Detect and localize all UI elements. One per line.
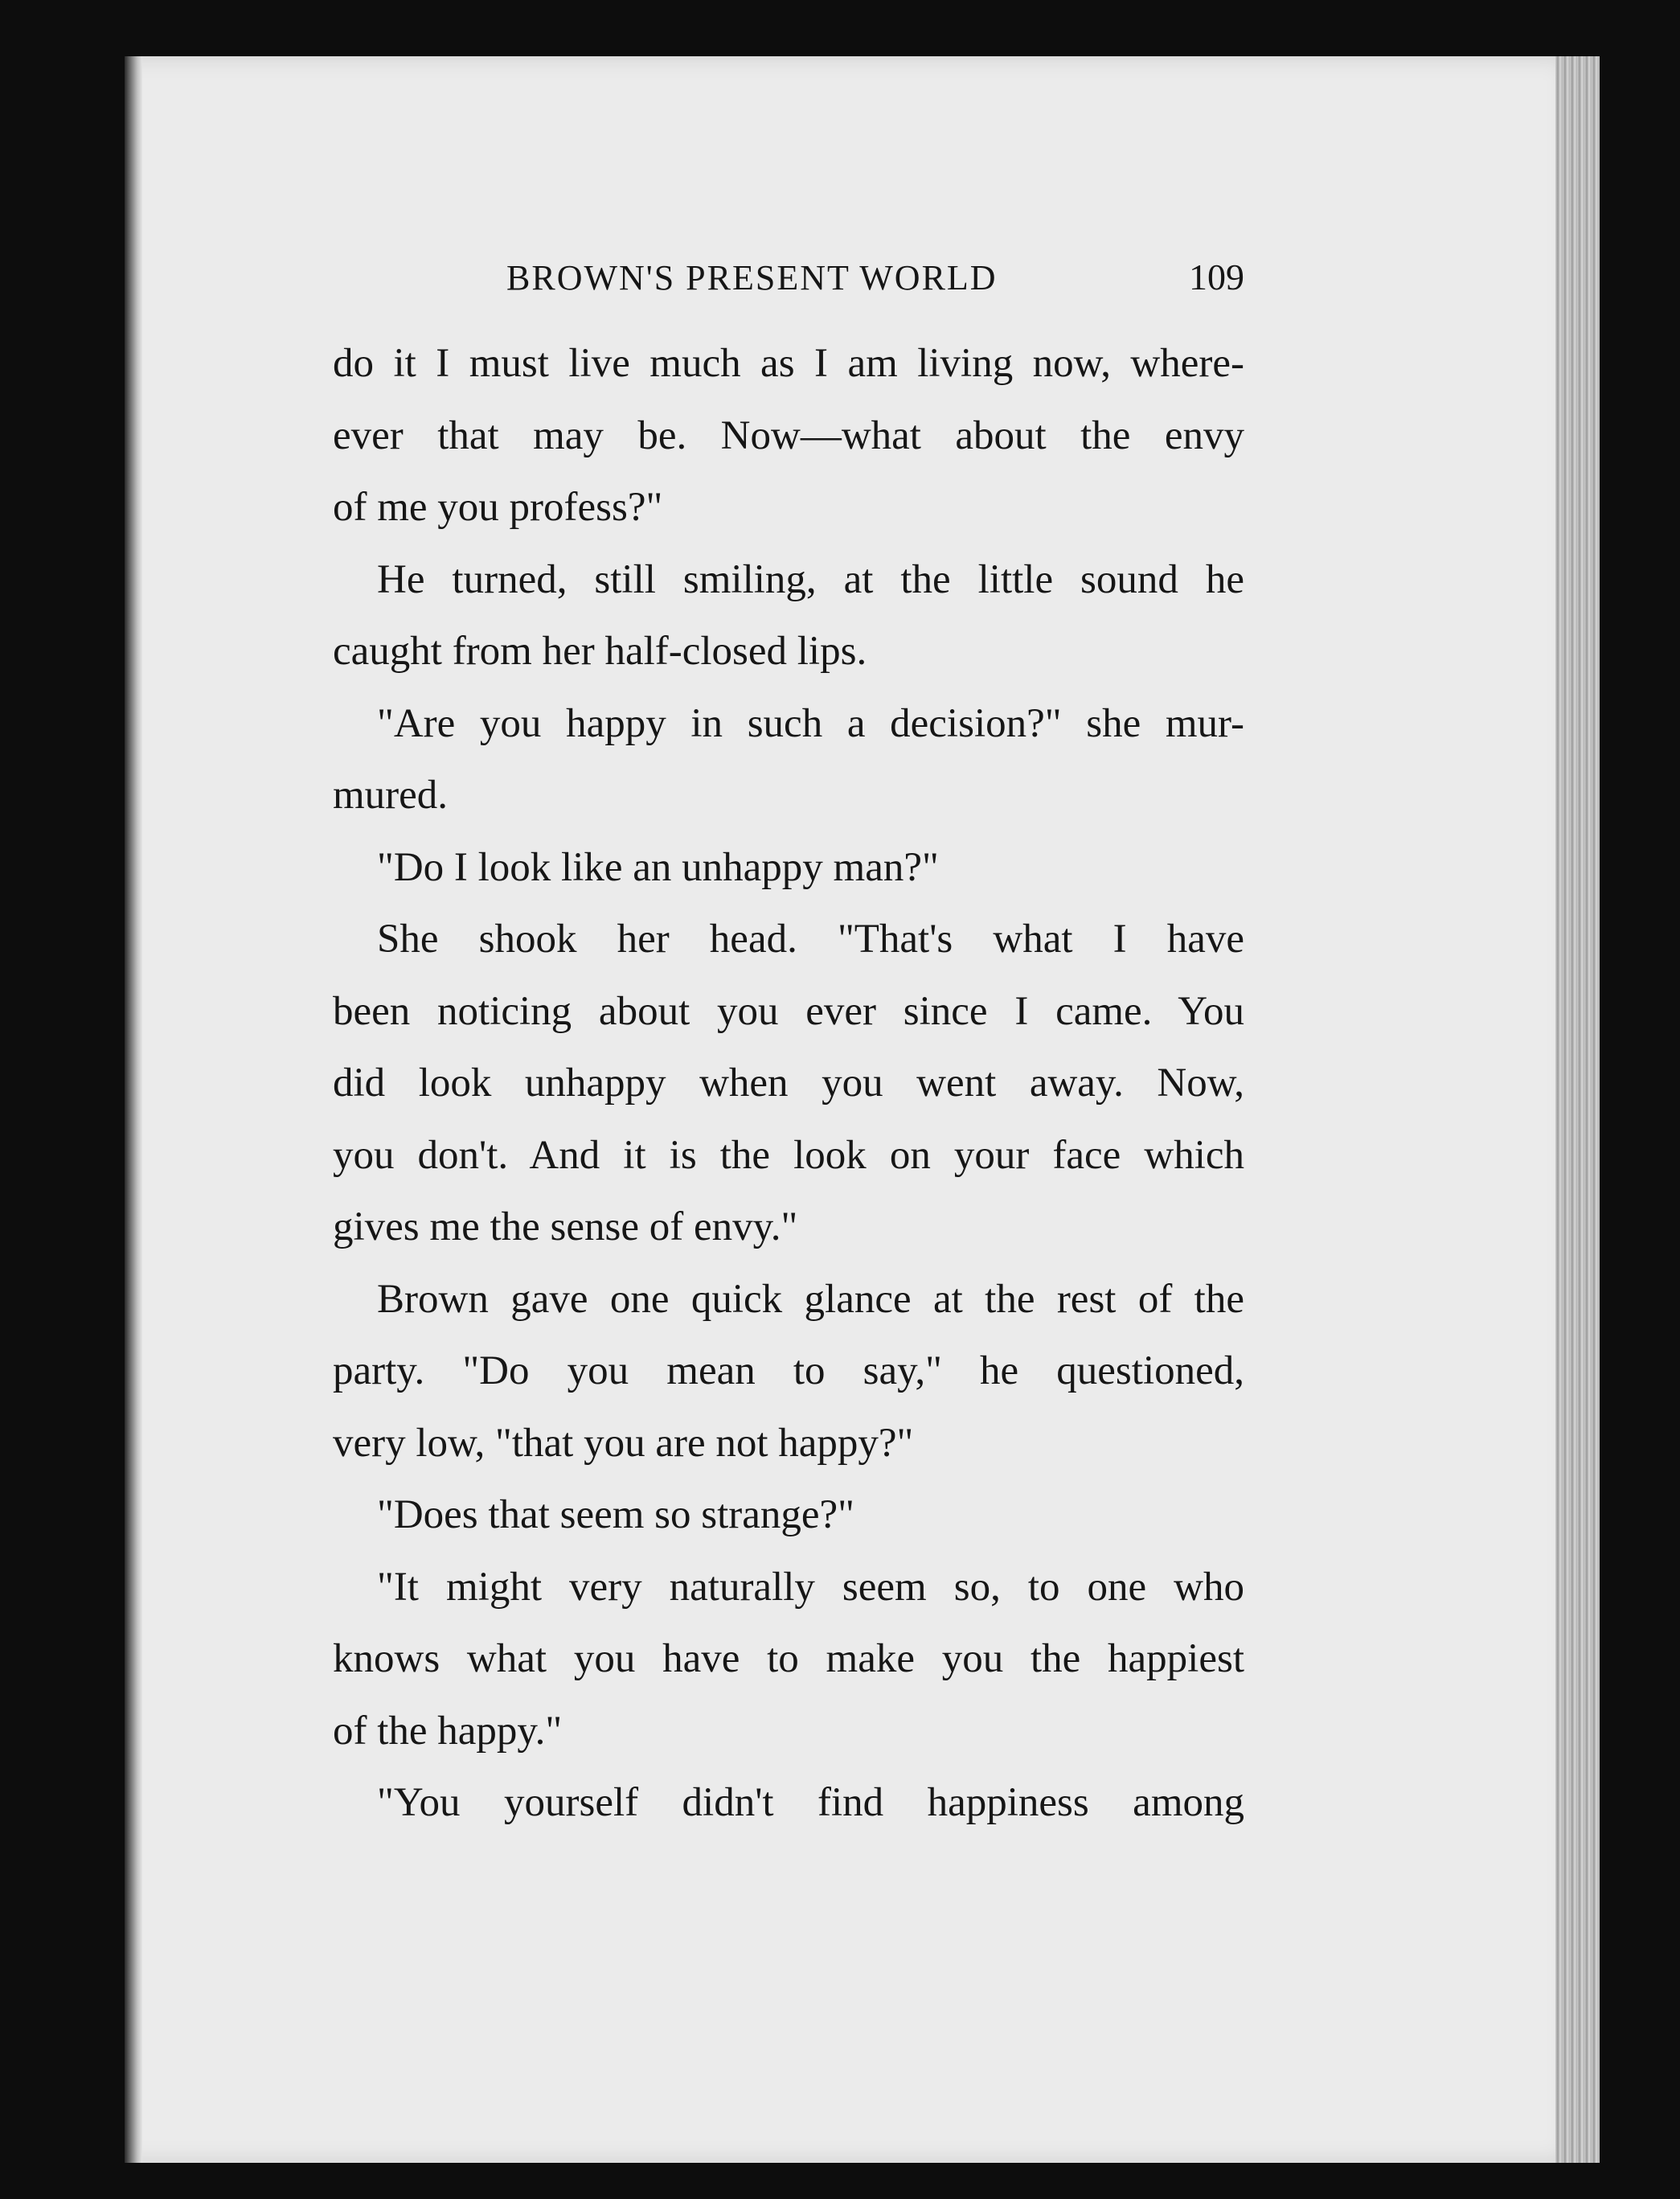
text-line: "Do I look like an unhappy man?" (377, 844, 939, 890)
book-gutter (125, 56, 142, 2163)
text-line: been noticing about you ever since I came. You (333, 988, 1244, 1034)
text-line: of the happy." (333, 1708, 563, 1754)
text-line: Brown gave one quick glance at the rest of the (377, 1276, 1244, 1322)
text-line: of me you profess?" (333, 485, 663, 530)
body-text (333, 328, 1244, 1840)
text-line: "Does that seem so strange?" (377, 1492, 854, 1537)
text-line: gives me the sense of envy." (333, 1204, 798, 1249)
text-line: "It might very naturally seem so, to one who (377, 1564, 1244, 1610)
running-head (333, 256, 1244, 328)
page-edges (1555, 56, 1600, 2163)
text-line: ever that may be. Now—what about the envy (333, 412, 1244, 458)
running-title: BROWN'S PRESENT WORLD (506, 258, 998, 297)
text-line: "You yourself didn't find happiness among (377, 1780, 1244, 1825)
text-line: very low, "that you are not happy?" (333, 1420, 914, 1466)
text-line: "Are you happy in such a decision?" she mur- (377, 700, 1244, 746)
text-line: She shook her head. "That's what I have (377, 917, 1244, 962)
text-line: you don't. And it is the look on your face which (333, 1132, 1244, 1178)
text-line: do it I must live much as I am living now, where- (333, 341, 1244, 386)
text-line: knows what you have to make you the happiest (333, 1636, 1244, 1681)
text-line: caught from her half-closed lips. (333, 629, 867, 674)
text-line: did look unhappy when you went away. Now, (333, 1061, 1244, 1106)
text-line: mured. (333, 773, 449, 818)
text-line: He turned, still smiling, at the little sound he (377, 556, 1244, 602)
text-line: party. "Do you mean to say," he questioned, (333, 1348, 1244, 1393)
page-number: 109 (1189, 256, 1244, 297)
page-text-block (333, 256, 1244, 1840)
